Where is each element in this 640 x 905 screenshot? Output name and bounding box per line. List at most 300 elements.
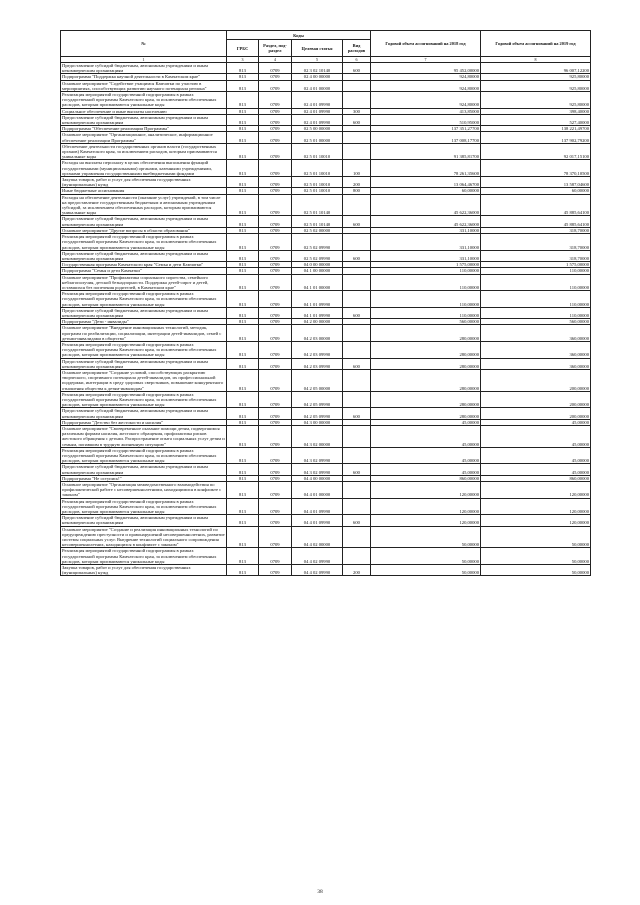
- row-razdel-cell: 0709: [259, 194, 292, 216]
- row-amount-2019-cell: 318,70000: [481, 250, 591, 261]
- table-row: [61, 291, 591, 308]
- row-amount-2019-cell: 860,00000: [481, 475, 591, 481]
- row-grbs-cell: 813: [227, 548, 259, 565]
- row-razdel-cell: 0709: [259, 358, 292, 369]
- row-target-article-cell: 04 1 01 09990: [292, 307, 343, 318]
- row-amount-2019-cell: 1 575,00000: [481, 262, 591, 268]
- row-target-article-cell: 04 4 01 09990: [292, 498, 343, 515]
- row-expense-type-cell: 300: [343, 108, 371, 114]
- table-row: [61, 565, 591, 576]
- row-expense-type-cell: [343, 92, 371, 109]
- row-amount-2019-cell: 120,00000: [481, 498, 591, 515]
- row-grbs-cell: 813: [227, 143, 259, 160]
- header-codes: Коды: [227, 31, 371, 40]
- table-header: [61, 31, 591, 63]
- row-amount-2019-cell: 120,00000: [481, 515, 591, 526]
- row-amount-2018-cell: 120,00000: [371, 482, 481, 499]
- table-row: [61, 114, 591, 125]
- row-amount-2018-cell: 120,00000: [371, 498, 481, 515]
- row-expense-type-cell: 600: [343, 250, 371, 261]
- row-amount-2018-cell: 510,95000: [371, 114, 481, 125]
- row-name-cell: Основное мероприятие "Создание условий, способствующих раскрытию творческого, спортивного потенциала детей-инвалидов, их профессиональной поддержки, интеграции в среду здоровых сверстников, повышение конкурентного отношения общества к детям-инвалидам": [61, 369, 227, 391]
- row-target-article-cell: 04 2 05 00000: [292, 369, 343, 391]
- row-amount-2018-cell: 45 622,36000: [371, 194, 481, 216]
- row-target-article-cell: 02 5 02 09990: [292, 234, 343, 251]
- row-amount-2018-cell: 280,00000: [371, 408, 481, 419]
- table-row: [61, 369, 591, 391]
- row-razdel-cell: 0709: [259, 80, 292, 91]
- row-target-article-cell: 04 2 00 00000: [292, 319, 343, 325]
- table-row: [61, 526, 591, 548]
- row-expense-type-cell: [343, 132, 371, 143]
- row-name-cell: Основное мероприятие "Создание и реализация инновационных технологий по предупреждению преступности и правонарушений несовершеннолетних, развитие системы социальных услуг. Внедрение технологий социального сопровождения несовершеннолетних, находящихся в конфликте с законом": [62, 526, 225, 548]
- row-grbs-cell: 813: [227, 319, 259, 325]
- row-amount-2018-cell: 45 622,36000: [371, 216, 481, 227]
- row-grbs-cell: 813: [227, 274, 259, 291]
- header-number: №: [61, 31, 227, 57]
- row-amount-2018-cell: 280,00000: [371, 325, 481, 342]
- row-expense-type-cell: [343, 194, 371, 216]
- row-name-cell: Подпрограмма "Детство без жестокости и насилия": [61, 419, 227, 425]
- row-amount-2018-cell: 331,10000: [371, 250, 481, 261]
- row-amount-2018-cell: 45,00000: [371, 426, 481, 448]
- row-name-cell: Основное мероприятие "Содействие учащимся Камчатки по участию в мероприятиях, способствующих развитию научного потенциала региона": [61, 80, 227, 91]
- row-grbs-cell: 813: [227, 227, 259, 233]
- row-expense-type-cell: 600: [343, 307, 371, 318]
- row-grbs-cell: 813: [227, 369, 259, 391]
- row-grbs-cell: 813: [227, 419, 259, 425]
- row-amount-2019-cell: 45,00000: [481, 464, 591, 475]
- row-grbs-cell: 813: [227, 475, 259, 481]
- row-name-cell: Предоставление субсидий бюджетным, автономным учреждениям и иным некоммерческим организациям: [61, 408, 227, 419]
- row-razdel-cell: 0709: [259, 92, 292, 109]
- row-name-cell: Иные бюджетные ассигнования: [61, 188, 227, 194]
- row-razdel-cell: 0709: [259, 143, 292, 160]
- row-razdel-cell: 0709: [259, 63, 292, 74]
- row-name-cell: Реализация мероприятий государственной подпрограммы в рамках государственной программы Камчатского края, за исключением обеспеченных расходов, которым присваиваются уникальные коды: [61, 548, 227, 565]
- row-amount-2019-cell: 560,00000: [481, 319, 591, 325]
- row-razdel-cell: 0709: [259, 319, 292, 325]
- row-name-cell: Расходы на обеспечение деятельности (оказание услуг) учреждений, в том числе на предоставление государственным бюджетным и автономным учреждениям субсидий, за исключением обеспеченных расходов, которым присваиваются уникальные коды: [61, 194, 227, 216]
- row-amount-2019-cell: 45 885,64100: [481, 194, 591, 216]
- row-target-article-cell: 04 2 03 09990: [292, 341, 343, 358]
- row-amount-2018-cell: 45,00000: [371, 464, 481, 475]
- row-razdel-cell: 0709: [259, 132, 292, 143]
- table-row: [61, 80, 591, 91]
- row-grbs-cell: 813: [227, 160, 259, 177]
- row-expense-type-cell: [343, 341, 371, 358]
- row-target-article-cell: 02 5 01 00000: [292, 132, 343, 143]
- table-row: [61, 307, 591, 318]
- row-amount-2019-cell: 78 370,10500: [481, 160, 591, 177]
- row-amount-2019-cell: 50,00000: [481, 565, 591, 576]
- row-amount-2019-cell: 120,00000: [481, 482, 591, 499]
- row-razdel-cell: 0709: [259, 291, 292, 308]
- row-name-cell: Предоставление субсидий бюджетным, автономным учреждениям и иным некоммерческим организациям: [61, 114, 227, 125]
- row-razdel-cell: 0709: [259, 227, 292, 233]
- row-name-cell: Предоставление субсидий бюджетным, автономным учреждениям и иным некоммерческим организациям: [61, 358, 227, 369]
- row-target-article-cell: 02 5 00 00000: [292, 126, 343, 132]
- row-grbs-cell: 813: [227, 526, 259, 548]
- row-razdel-cell: 0709: [259, 325, 292, 342]
- row-amount-2019-cell: 527,40000: [481, 114, 591, 125]
- row-razdel-cell: 0709: [259, 475, 292, 481]
- row-target-article-cell: 02 5 01 10140: [292, 216, 343, 227]
- header-expense-type: Вид расходов: [343, 40, 371, 57]
- row-amount-2018-cell: 50,00000: [371, 565, 481, 576]
- row-expense-type-cell: [343, 369, 371, 391]
- row-razdel-cell: 0709: [259, 126, 292, 132]
- row-grbs-cell: 813: [227, 464, 259, 475]
- row-target-article-cell: 04 4 01 09990: [292, 515, 343, 526]
- row-amount-2019-cell: 110,00000: [481, 291, 591, 308]
- table-row: [61, 408, 591, 419]
- row-target-article-cell: 02 5 02 00000: [292, 227, 343, 233]
- row-razdel-cell: 0709: [259, 160, 292, 177]
- table-row: [61, 325, 591, 342]
- row-amount-2019-cell: 318,70000: [481, 227, 591, 233]
- row-target-article-cell: 04 1 01 09990: [292, 291, 343, 308]
- row-expense-type-cell: 600: [343, 63, 371, 74]
- row-name-cell: Подпрограмма "Не оступись!": [61, 475, 227, 481]
- row-expense-type-cell: [343, 143, 371, 160]
- row-grbs-cell: 813: [227, 565, 259, 576]
- row-target-article-cell: 02 4 00 00000: [292, 74, 343, 80]
- row-name-cell: Реализация мероприятий государственной подпрограммы в рамках государственной программы Камчатского края, за исключением обеспеченных расходов, которым присваиваются уникальные коды: [61, 391, 227, 408]
- row-amount-2019-cell: 318,70000: [481, 234, 591, 251]
- row-grbs-cell: 813: [227, 188, 259, 194]
- row-target-article-cell: 04 1 01 00000: [292, 274, 343, 291]
- row-grbs-cell: 813: [227, 80, 259, 91]
- row-name-cell: Реализация мероприятий государственной подпрограммы в рамках государственной программы Камчатского края, за исключением обеспеченных расходов, которым присваиваются уникальные коды: [61, 234, 227, 251]
- row-razdel-cell: 0709: [259, 177, 292, 188]
- row-expense-type-cell: 600: [343, 114, 371, 125]
- row-target-article-cell: 04 2 03 09990: [292, 358, 343, 369]
- table-row: [61, 234, 591, 251]
- row-amount-2018-cell: 924,80000: [371, 74, 481, 80]
- header-grbs: ГРБС: [227, 40, 259, 57]
- row-name-cell: Основное мероприятие "Своевременное оказание помощи детям, подвергшимся различным формам насилия, жестокого обращения, профилактика рисков жестокого обращения с детьми. Распространение опыта социальных услуг детям и семьям, попавшим в трудную жизненную ситуацию": [62, 426, 225, 447]
- row-grbs-cell: 813: [227, 194, 259, 216]
- row-target-article-cell: 02 5 02 09990: [292, 250, 343, 261]
- row-amount-2019-cell: 45,00000: [481, 426, 591, 448]
- header-year-2019: Годовой объем ассигнований на 2019 год: [481, 31, 591, 57]
- table-row: [61, 358, 591, 369]
- header-razdel: Раздел, под-раздел: [259, 40, 292, 57]
- row-name-cell: Основное мероприятие "Организация межведомственного взаимодействия по профилактической работе с несовершеннолетними, находящимися в конфликте с законом": [61, 482, 227, 499]
- column-number: 1: [61, 57, 227, 63]
- row-target-article-cell: 02 5 01 10010: [292, 143, 343, 160]
- header-target-article: Целевая статья: [292, 40, 343, 57]
- row-expense-type-cell: [343, 274, 371, 291]
- row-amount-2018-cell: 860,00000: [371, 475, 481, 481]
- row-amount-2018-cell: 110,00000: [371, 291, 481, 308]
- row-amount-2018-cell: 1 575,00000: [371, 262, 481, 268]
- row-razdel-cell: 0709: [259, 307, 292, 318]
- row-amount-2018-cell: 924,80000: [371, 80, 481, 91]
- row-grbs-cell: 813: [227, 108, 259, 114]
- row-expense-type-cell: 600: [343, 216, 371, 227]
- column-number: 6: [343, 57, 371, 63]
- row-expense-type-cell: 600: [343, 358, 371, 369]
- budget-table: [60, 30, 591, 576]
- row-razdel-cell: 0709: [259, 74, 292, 80]
- row-razdel-cell: 0709: [259, 250, 292, 261]
- column-number: 5: [292, 57, 343, 63]
- table-row: [61, 216, 591, 227]
- row-target-article-cell: 02 4 01 09990: [292, 108, 343, 114]
- row-name-cell: Подпрограмма "Семья и дети Камчатки": [61, 268, 227, 274]
- row-grbs-cell: 813: [227, 325, 259, 342]
- row-target-article-cell: 02 5 01 10010: [292, 160, 343, 177]
- row-amount-2018-cell: 110,00000: [371, 307, 481, 318]
- row-razdel-cell: 0709: [259, 188, 292, 194]
- row-razdel-cell: 0709: [259, 391, 292, 408]
- row-razdel-cell: 0709: [259, 274, 292, 291]
- row-grbs-cell: 813: [227, 177, 259, 188]
- row-razdel-cell: 0709: [259, 482, 292, 499]
- row-razdel-cell: 0709: [259, 369, 292, 391]
- row-expense-type-cell: [343, 526, 371, 548]
- column-number: 3: [227, 57, 259, 63]
- row-razdel-cell: 0709: [259, 216, 292, 227]
- row-amount-2018-cell: 50,00000: [371, 526, 481, 548]
- row-razdel-cell: 0709: [259, 234, 292, 251]
- row-expense-type-cell: [343, 325, 371, 342]
- table-row: [61, 447, 591, 464]
- row-amount-2018-cell: 120,00000: [371, 515, 481, 526]
- column-number: 8: [481, 57, 591, 63]
- row-target-article-cell: 04 1 00 00000: [292, 268, 343, 274]
- row-amount-2019-cell: 398,40000: [481, 108, 591, 114]
- row-amount-2019-cell: 360,00000: [481, 341, 591, 358]
- column-number: 4: [259, 57, 292, 63]
- row-grbs-cell: 813: [227, 291, 259, 308]
- row-grbs-cell: 813: [227, 63, 259, 74]
- row-target-article-cell: 04 4 02 09990: [292, 548, 343, 565]
- row-razdel-cell: 0709: [259, 565, 292, 576]
- row-amount-2019-cell: 925,80000: [481, 74, 591, 80]
- row-grbs-cell: 813: [227, 262, 259, 268]
- row-name-cell: Предоставление субсидий бюджетным, автономным учреждениям и иным некоммерческим организациям: [61, 216, 227, 227]
- row-grbs-cell: 813: [227, 234, 259, 251]
- row-expense-type-cell: [343, 391, 371, 408]
- table-row: [61, 177, 591, 188]
- row-razdel-cell: 0709: [259, 464, 292, 475]
- row-razdel-cell: 0709: [259, 268, 292, 274]
- row-target-article-cell: 04 4 01 00000: [292, 482, 343, 499]
- row-grbs-cell: 813: [227, 92, 259, 109]
- row-razdel-cell: 0709: [259, 114, 292, 125]
- row-name-cell: Предоставление субсидий бюджетным, автономным учреждениям и иным некоммерческим организациям: [61, 515, 227, 526]
- row-razdel-cell: 0709: [259, 408, 292, 419]
- row-grbs-cell: 813: [227, 250, 259, 261]
- row-razdel-cell: 0709: [259, 548, 292, 565]
- row-target-article-cell: 02 4 01 09990: [292, 114, 343, 125]
- row-razdel-cell: 0709: [259, 447, 292, 464]
- row-expense-type-cell: [343, 482, 371, 499]
- row-name-cell: Предоставление субсидий бюджетным, автономным учреждениям и иным некоммерческим организациям: [61, 307, 227, 318]
- row-name-cell: Основное мероприятие "Внедрение инновационных технологий, методик, программ по реабилитации, социализации, интеграции детей-инвалидов, семей с детьми-инвалидами в общество": [61, 325, 227, 342]
- row-amount-2019-cell: 50,00000: [481, 548, 591, 565]
- row-expense-type-cell: [343, 548, 371, 565]
- table-row: [61, 250, 591, 261]
- row-name-cell: Предоставление субсидий бюджетным, автономным учреждениям и иным некоммерческим организациям: [61, 250, 227, 261]
- row-name-cell: Государственная программа Камчатского края "Семья и дети Камчатки": [61, 262, 227, 268]
- row-name-cell: Реализация мероприятий государственной подпрограммы в рамках государственной программы Камчатского края, за исключением обеспеченных расходов, которым присваиваются уникальные коды: [61, 291, 227, 308]
- row-amount-2018-cell: 413,85000: [371, 108, 481, 114]
- row-name-cell: Основное мероприятие "Другие вопросы в области образования": [61, 227, 227, 233]
- row-amount-2019-cell: 200,00000: [481, 391, 591, 408]
- page-number: 38: [317, 889, 323, 895]
- row-amount-2019-cell: 110,00000: [481, 274, 591, 291]
- row-name-cell: Расходы на выплаты персоналу в целях обеспечения выполнения функций государственными (муниципальными) органами, казенными учреждениями, органами управления государственными внебюджетными фондами: [61, 160, 227, 177]
- row-grbs-cell: 813: [227, 216, 259, 227]
- row-target-article-cell: 02 4 01 00000: [292, 80, 343, 91]
- table-row: [61, 274, 591, 291]
- row-amount-2018-cell: 331,10000: [371, 227, 481, 233]
- row-amount-2018-cell: 13 064,46700: [371, 177, 481, 188]
- row-amount-2018-cell: 50,00000: [371, 548, 481, 565]
- row-expense-type-cell: 600: [343, 515, 371, 526]
- row-razdel-cell: 0709: [259, 526, 292, 548]
- row-target-article-cell: 04 3 00 00000: [292, 419, 343, 425]
- row-target-article-cell: 04 4 00 00000: [292, 475, 343, 481]
- row-grbs-cell: 813: [227, 268, 259, 274]
- table-row: [61, 341, 591, 358]
- row-amount-2018-cell: 137 351,27700: [371, 126, 481, 132]
- table-row: [61, 194, 591, 216]
- row-amount-2019-cell: 200,00000: [481, 369, 591, 391]
- row-razdel-cell: 0709: [259, 498, 292, 515]
- row-grbs-cell: 813: [227, 132, 259, 143]
- row-target-article-cell: 04 3 02 00000: [292, 426, 343, 448]
- row-amount-2019-cell: 110,00000: [481, 307, 591, 318]
- row-expense-type-cell: [343, 80, 371, 91]
- row-target-article-cell: 02 4 01 09990: [292, 92, 343, 109]
- table-row: [61, 464, 591, 475]
- row-grbs-cell: 813: [227, 426, 259, 448]
- row-name-cell: Реализация мероприятий государственной подпрограммы в рамках государственной программы Камчатского края, за исключением обеспеченных расходов, которым присваиваются уникальные коды: [61, 498, 227, 515]
- row-amount-2019-cell: 200,00000: [481, 408, 591, 419]
- row-grbs-cell: 813: [227, 74, 259, 80]
- row-amount-2018-cell: 110,00000: [371, 274, 481, 291]
- row-amount-2018-cell: 95 452,00000: [371, 63, 481, 74]
- row-grbs-cell: 813: [227, 358, 259, 369]
- table-row: [61, 143, 591, 160]
- row-target-article-cell: 04 4 02 09990: [292, 565, 343, 576]
- row-target-article-cell: 04 2 05 09990: [292, 391, 343, 408]
- row-name-cell: Закупка товаров, работ и услуг для обеспечения государственных (муниципальных) нужд: [61, 565, 227, 576]
- row-amount-2019-cell: 137 902,79200: [481, 132, 591, 143]
- row-amount-2018-cell: 78 261,35600: [371, 160, 481, 177]
- row-amount-2018-cell: 924,80000: [371, 92, 481, 109]
- row-expense-type-cell: [343, 234, 371, 251]
- row-razdel-cell: 0709: [259, 515, 292, 526]
- row-amount-2018-cell: 110,00000: [371, 268, 481, 274]
- table-row: [61, 391, 591, 408]
- row-amount-2019-cell: 360,00000: [481, 325, 591, 342]
- row-target-article-cell: 04 3 02 09990: [292, 464, 343, 475]
- column-number: 7: [371, 57, 481, 63]
- table-row: [61, 160, 591, 177]
- row-amount-2019-cell: 110,00000: [481, 268, 591, 274]
- row-grbs-cell: 813: [227, 391, 259, 408]
- row-name-cell: Основное мероприятие "Профилактика социального сиротства, семейного неблагополучия, детской безнадзорности. Поддержка детей-сирот и детей, оставшихся без попечения родителей, в Камчатском крае": [61, 274, 227, 291]
- row-amount-2018-cell: 280,00000: [371, 391, 481, 408]
- row-amount-2019-cell: 45,00000: [481, 447, 591, 464]
- row-grbs-cell: 813: [227, 126, 259, 132]
- row-amount-2018-cell: 331,10000: [371, 234, 481, 251]
- table-row: [61, 132, 591, 143]
- row-name-cell: Реализация мероприятий государственной подпрограммы в рамках государственной программы Камчатского края, за исключением обеспеченных расходов, которым присваиваются уникальные коды: [61, 92, 227, 109]
- row-razdel-cell: 0709: [259, 426, 292, 448]
- row-amount-2018-cell: 45,00000: [371, 447, 481, 464]
- row-razdel-cell: 0709: [259, 108, 292, 114]
- table-row: [61, 498, 591, 515]
- row-target-article-cell: 04 4 02 00000: [292, 526, 343, 548]
- row-name-cell: Социальное обеспечение и иные выплаты населению: [61, 108, 227, 114]
- row-target-article-cell: 04 0 00 00000: [292, 262, 343, 268]
- row-grbs-cell: 813: [227, 498, 259, 515]
- row-amount-2018-cell: 560,00000: [371, 319, 481, 325]
- row-expense-type-cell: 600: [343, 464, 371, 475]
- row-name-cell: Обеспечение деятельности государственных органов власти (государственных органов) Камчатского края, за исключением расходов, которым присваиваются уникальные коды: [61, 143, 227, 160]
- row-target-article-cell: 04 2 03 00000: [292, 325, 343, 342]
- table-row: [61, 548, 591, 565]
- row-expense-type-cell: 200: [343, 177, 371, 188]
- row-target-article-cell: 02 5 01 10010: [292, 188, 343, 194]
- row-grbs-cell: 813: [227, 307, 259, 318]
- row-grbs-cell: 813: [227, 341, 259, 358]
- row-target-article-cell: 02 5 01 10140: [292, 194, 343, 216]
- row-name-cell: Реализация мероприятий государственной подпрограммы в рамках государственной программы Камчатского края, за исключением обеспеченных расходов, которым присваиваются уникальные коды: [61, 447, 227, 464]
- row-name-cell: Подпрограмма "Дети - инвалиды": [61, 319, 227, 325]
- row-amount-2019-cell: 360,00000: [481, 358, 591, 369]
- row-expense-type-cell: 800: [343, 188, 371, 194]
- row-name-cell: Подпрограмма "Обеспечение реализации Программы": [61, 126, 227, 132]
- row-amount-2019-cell: 45,00000: [481, 419, 591, 425]
- row-expense-type-cell: [343, 447, 371, 464]
- row-grbs-cell: 813: [227, 408, 259, 419]
- table-row: [61, 515, 591, 526]
- row-name-cell: Предоставление субсидий бюджетным, автономным учреждениям и иным некоммерческим организациям: [61, 63, 227, 74]
- row-name-cell: Закупка товаров, работ и услуг для обеспечения государственных (муниципальных) нужд: [61, 177, 227, 188]
- row-expense-type-cell: [343, 498, 371, 515]
- row-amount-2018-cell: 45,00000: [371, 419, 481, 425]
- row-name-cell: Подпрограмма "Поддержка научной деятельности в Камчатском крае": [61, 74, 227, 80]
- row-expense-type-cell: 600: [343, 408, 371, 419]
- table-body: [61, 63, 591, 576]
- row-amount-2019-cell: 45 885,64100: [481, 216, 591, 227]
- row-expense-type-cell: [343, 426, 371, 448]
- table-row: [61, 92, 591, 109]
- row-amount-2019-cell: 50,00000: [481, 526, 591, 548]
- row-target-article-cell: 02 3 02 10140: [292, 63, 343, 74]
- row-target-article-cell: 04 3 02 09990: [292, 447, 343, 464]
- row-razdel-cell: 0709: [259, 341, 292, 358]
- row-amount-2018-cell: 280,00000: [371, 369, 481, 391]
- row-grbs-cell: 813: [227, 482, 259, 499]
- row-amount-2018-cell: 137 008,17700: [371, 132, 481, 143]
- row-amount-2018-cell: 91 385,81700: [371, 143, 481, 160]
- row-amount-2018-cell: 60,00000: [371, 188, 481, 194]
- header-year-2018: Годовой объем ассигнований на 2018 год: [371, 31, 481, 57]
- row-name-cell: Реализация мероприятий государственной подпрограммы в рамках государственной программы Камчатского края, за исключением обеспеченных расходов, которым присваиваются уникальные коды: [61, 341, 227, 358]
- row-amount-2018-cell: 280,00000: [371, 341, 481, 358]
- row-expense-type-cell: 200: [343, 565, 371, 576]
- row-name-cell: Предоставление субсидий бюджетным, автономным учреждениям и иным некоммерческим организациям: [61, 464, 227, 475]
